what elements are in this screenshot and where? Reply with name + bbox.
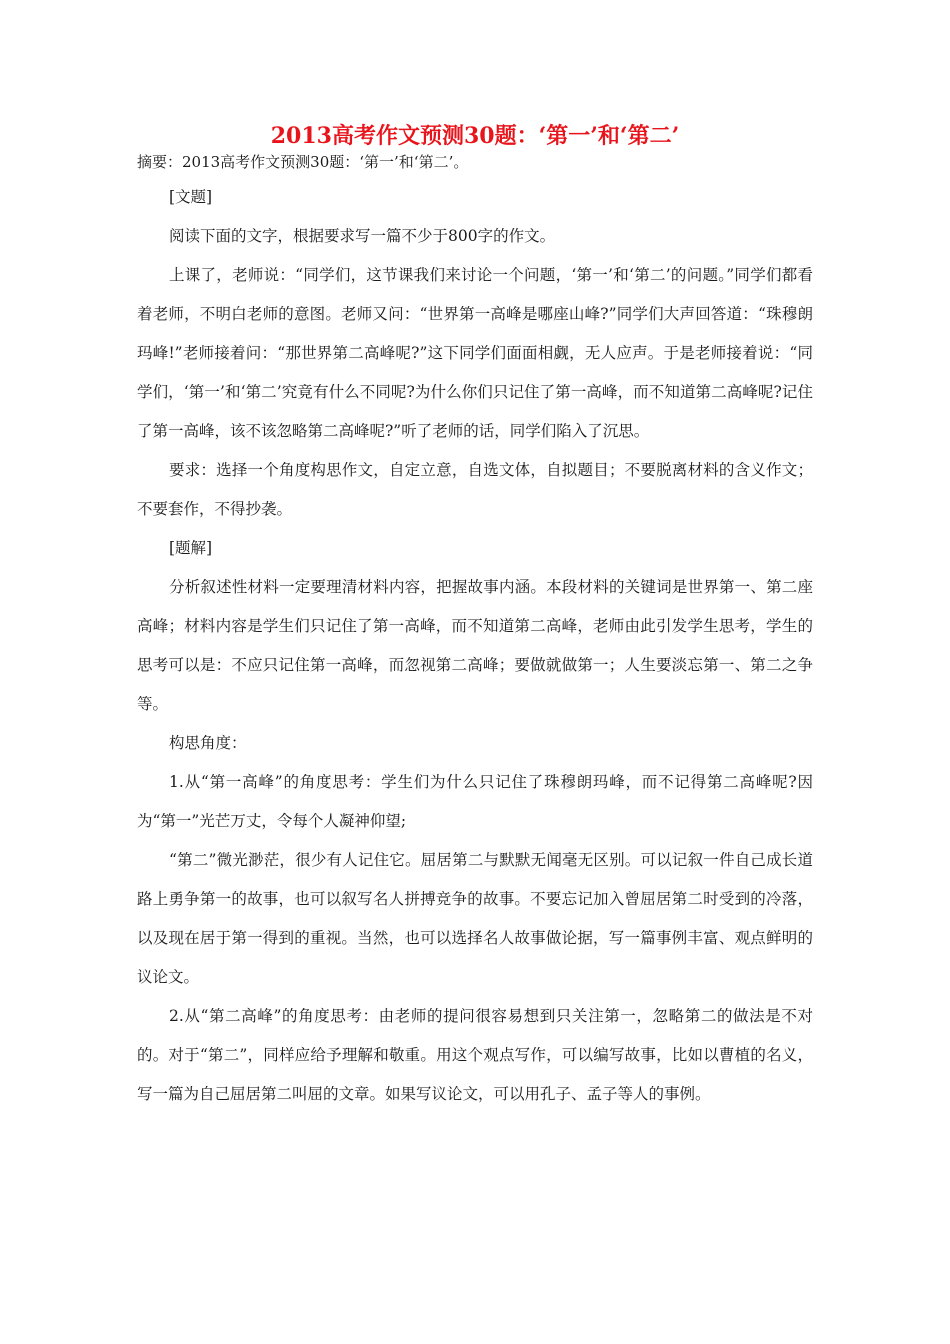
paragraph-angle-1-continued: “第二”微光渺茫，很少有人记住它。屈居第二与默默无闻毫无区别。可以记叙一件自己成长道路上勇争第一的故事，也可以叙写名人拼搏竞争的故事。不要忘记加入曾屈居第二时受到的冷落，以及现在居于第一得到的重视。当然，也可以选择名人故事做论据，写一篇事例丰富、观点鲜明的议论文。 bbox=[137, 851, 813, 986]
paragraph-angle-1: 1.从“第一高峰”的角度思考：学生们为什么只记住了珠穆朗玛峰，而不记得第二高峰呢?因为“第一”光芒万丈，令每个人凝神仰望; bbox=[137, 773, 813, 830]
section-label-topic: [文题] bbox=[169, 188, 213, 206]
section-label-angles: 构思角度： bbox=[169, 734, 247, 752]
section-label-analysis: [题解] bbox=[169, 539, 213, 557]
paragraph-story: 上课了，老师说：“同学们，这节课我们来讨论一个问题，‘第一’和‘第二’的问题。”同学们都看着老师，不明白老师的意图。老师又问：“世界第一高峰是哪座山峰?”同学们大声回答道：“珠穆朗玛峰!”老师接着问：“那世界第二高峰呢?”这下同学们面面相觑，无人应声。于是老师接着说：“同学们，‘第一’和‘第二’究竟有什么不同呢?为什么你们只记住了第一高峰，而不知道第二高峰呢?记住了第一高峰，该不该忽略第二高峰呢?”听了老师的话，同学们陷入了沉思。 bbox=[137, 266, 813, 440]
document-title: 2013高考作文预测30题：‘第一’和‘第二’ bbox=[270, 123, 680, 149]
paragraph-angle-2: 2.从“第二高峰”的角度思考：由老师的提问很容易想到只关注第一，忽略第二的做法是不对的。对于“第二”，同样应给予理解和敬重。用这个观点写作，可以编写故事，比如以曹植的名义，写一篇为自己屈居第二叫屈的文章。如果写议论文，可以用孔子、孟子等人的事例。 bbox=[137, 1007, 813, 1103]
abstract: 摘要：2013高考作文预测30题：‘第一’和‘第二’。 bbox=[137, 153, 469, 171]
paragraph-analysis: 分析叙述性材料一定要理清材料内容，把握故事内涵。本段材料的关键词是世界第一、第二座高峰；材料内容是学生们只记住了第一高峰，而不知道第二高峰，老师由此引发学生思考，学生的思考可以是：不应只记住第一高峰，而忽视第二高峰；要做就做第一；人生要淡忘第一、第二之争等。 bbox=[137, 578, 813, 713]
paragraph-requirements: 要求：选择一个角度构思作文，自定立意，自选文体，自拟题目；不要脱离材料的含义作文；不要套作，不得抄袭。 bbox=[137, 461, 813, 518]
paragraph-instruction: 阅读下面的文字，根据要求写一篇不少于800字的作文。 bbox=[169, 227, 556, 245]
